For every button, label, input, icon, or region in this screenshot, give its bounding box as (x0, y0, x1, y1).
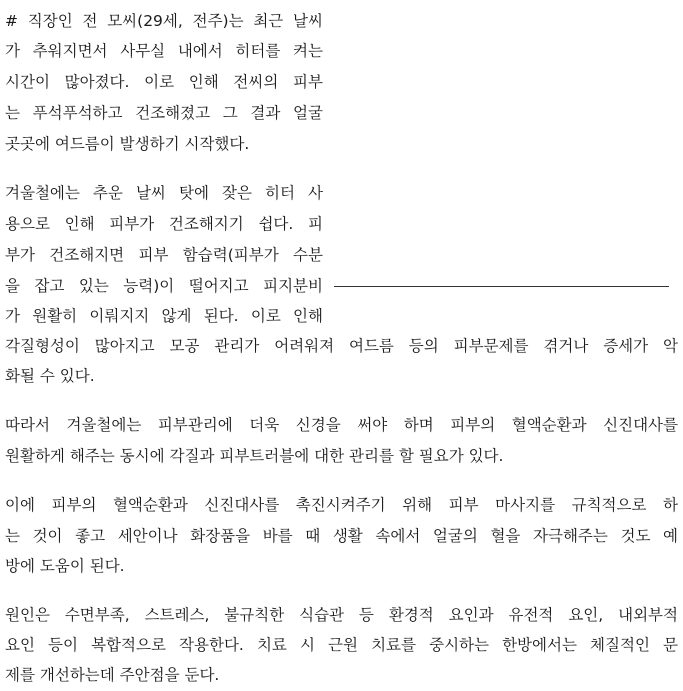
p5-line-3: 제를 개선하는데 주안점을 둔다. (5, 666, 220, 684)
p4-line-1: 이에 피부의 혈액순환과 신진대사를 촉진시켜주기 위해 피부 마사지를 규칙적으로 하 (5, 496, 678, 514)
p2-line-6: 각질형성이 많아지고 모공 관리가 어려워져 여드름 등의 피부문제를 겪거나 증세가 악 (5, 337, 678, 355)
p2-line-4: 을 잡고 있는 능력)이 떨어지고 피지분비 (5, 277, 323, 295)
p2-line-7: 화될 수 있다. (5, 367, 95, 385)
p2-line-3: 부가 건조해지면 피부 함습력(피부가 수분 (5, 246, 323, 264)
p4-line-2: 는 것이 좋고 세안이나 화장품을 바를 때 생활 속에서 얼굴의 혈을 자극해주는 것도 예 (5, 527, 678, 545)
p1-line-3: 시간이 많아졌다. 이로 인해 전씨의 피부 (5, 73, 323, 91)
p2-line-5: 가 원활히 이뤄지지 않게 된다. 이로 인해 (5, 307, 323, 325)
p1-line-2: 가 추워지면서 사무실 내에서 히터를 켜는 (5, 42, 323, 60)
p2-line-1: 겨울철에는 추운 날씨 탓에 잦은 히터 사 (5, 184, 323, 202)
p1-line-1: # 직장인 전 모씨(29세, 전주)는 최근 날씨 (5, 12, 323, 30)
horizontal-divider (334, 286, 669, 287)
p3-line-1: 따라서 겨울철에는 피부관리에 더욱 신경을 써야 하며 피부의 혈액순환과 신진대사를 (5, 416, 678, 434)
p3-line-2: 원활하게 해주는 동시에 각질과 피부트러블에 대한 관리를 할 필요가 있다. (5, 447, 504, 465)
p1-line-5: 곳곳에 여드름이 발생하기 시작했다. (5, 135, 250, 153)
p5-line-1: 원인은 수면부족, 스트레스, 불규칙한 식습관 등 환경적 요인과 유전적 요인, 내외부적 (5, 606, 678, 624)
p2-line-2: 용으로 인해 피부가 건조해지기 쉽다. 피 (5, 215, 323, 233)
p5-line-2: 요인 등이 복합적으로 작용한다. 치료 시 근원 치료를 중시하는 한방에서는 체질적인 문 (5, 636, 678, 654)
p4-line-3: 방에 도움이 된다. (5, 557, 125, 575)
p1-line-4: 는 푸석푸석하고 건조해졌고 그 결과 얼굴 (5, 104, 323, 122)
